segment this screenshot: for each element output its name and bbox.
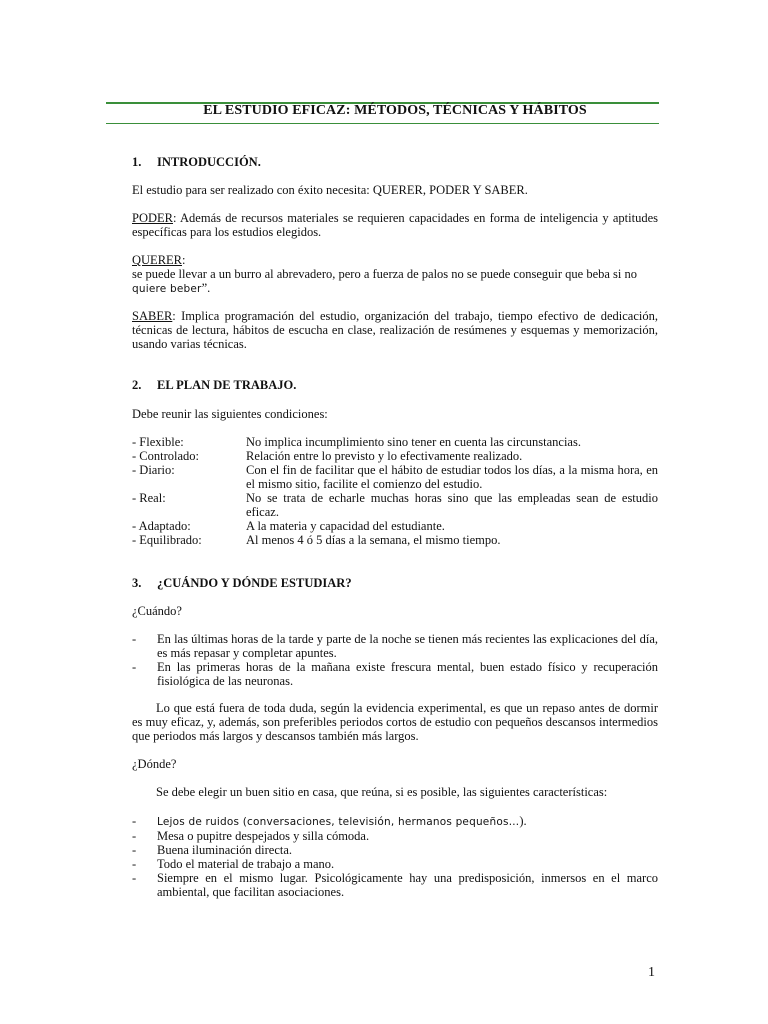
condition-key: - Flexible: [132,435,184,449]
bullet-dash: - [132,660,137,674]
section-2-heading [132,378,658,392]
bullet-dash: - [132,829,137,843]
section-3-number: 3. [132,576,142,590]
querer-term: QUERER [132,253,182,267]
plan-intro: Debe reunir las siguientes condiciones: [132,407,328,421]
bullet-dash: - [132,632,137,646]
document-page [132,0,658,1024]
section-3-heading [132,576,658,590]
section-1-title: INTRODUCCIÓN. [157,155,261,169]
page-number: 1 [648,965,655,980]
intro-paragraph: El estudio para ser realizado con éxito necesita: QUERER, PODER Y SABER. [132,183,528,197]
section-2-title: EL PLAN DE TRABAJO. [157,378,297,392]
condition-key: - Real: [132,491,166,505]
querer-handwritten: quiere beber [132,283,202,295]
conditions-list [132,435,658,547]
saber-term: SABER [132,309,173,323]
list-item-text: En las últimas horas de la tarde y parte de la noche se tienen más recientes las explicaciones del día, es más repasar y completar apuntes. [157,632,658,660]
condition-value: No implica incumplimiento sino tener en cuenta las circunstancias. [246,435,581,449]
list-item-text: Mesa o pupitre despejados y silla cómoda. [157,829,370,843]
bullet-dash: - [132,843,137,857]
list-item-text: Siempre en el mismo lugar. Psicológicamente hay una predisposición, inmersos en el marco ambiental, que facilitan asociaciones. [157,871,658,899]
poder-paragraph [132,211,658,239]
list-item-text: Todo el material de trabajo a mano. [157,857,335,871]
querer-colon: : [182,253,186,267]
list-item [132,857,658,871]
cuando-label: ¿Cuándo? [132,604,182,618]
condition-row [132,435,658,449]
querer-line: se puede llevar a un burro al abrevadero, pero a fuerza de palos no se puede conseguir que beba si no [132,267,637,281]
section-3-title: ¿CUÁNDO Y DÓNDE ESTUDIAR? [157,576,352,590]
list-item [132,871,658,899]
condition-row [132,519,658,533]
list-item [132,814,658,829]
saber-paragraph [132,309,658,351]
poder-term: PODER [132,211,173,225]
donde-first-end: ). [519,814,527,828]
condition-row [132,533,658,547]
bullet-dash: - [132,857,137,871]
condition-row [132,449,658,463]
list-item-text: Buena iluminación directa. [157,843,293,857]
condition-key: - Equilibrado: [132,533,202,547]
list-item [132,843,658,857]
section-1-heading [132,155,658,169]
donde-handwritten: Lejos de ruidos (conversaciones, televisión, hermanos pequeños… [157,816,520,828]
condition-value: Relación entre lo previsto y lo efectivamente realizado. [246,449,523,463]
saber-text: : Implica programación del estudio, organización del trabajo, tiempo efectivo de dedicación, técnicas de lectura, hábitos de escucha en clase, realización de resúmenes y esquemas y memorización, usando varias técnicas. [132,309,658,351]
section-2-number: 2. [132,378,142,392]
condition-row [132,491,658,519]
donde-label: ¿Dónde? [132,757,177,771]
bullet-dash: - [132,814,137,828]
list-item [132,660,658,688]
condition-value: A la materia y capacidad del estudiante. [246,519,445,533]
bullet-dash: - [132,871,137,885]
donde-list [132,814,658,899]
condition-key: - Controlado: [132,449,200,463]
section-1-number: 1. [132,155,142,169]
document-title: EL ESTUDIO EFICAZ: MÉTODOS, TÉCNICAS Y HÁBITOS [203,103,587,118]
condition-value: Con el fin de facilitar que el hábito de estudiar todos los días, a la misma hora, en el mismo sitio, facilite el comienzo del estudio. [246,463,658,491]
cuando-paragraph: Lo que está fuera de toda duda, según la evidencia experimental, es que un repaso antes de dormir es muy eficaz, y, además, son preferibles periodos cortos de estudio con pequeños descansos intermedios que periodos más largos y descansos también más largos. [132,701,658,743]
condition-value: Al menos 4 ó 5 días a la semana, el mismo tiempo. [246,533,501,547]
list-item-text: En las primeras horas de la mañana existe frescura mental, buen estado físico y recuperación fisiológica de las neuronas. [157,660,658,688]
condition-value: No se trata de echarle muchas horas sino que las empleadas sean de estudio eficaz. [246,491,658,519]
condition-key: - Adaptado: [132,519,191,533]
list-item [132,632,658,660]
list-item [132,829,658,843]
condition-row [132,463,658,491]
querer-paragraph [132,253,658,296]
cuando-list [132,632,658,688]
condition-key: - Diario: [132,463,175,477]
querer-end: ”. [201,281,211,295]
donde-intro: Se debe elegir un buen sitio en casa, que reúna, si es posible, las siguientes características: [156,785,608,799]
poder-text: : Además de recursos materiales se requieren capacidades en forma de inteligencia y aptitudes específicas para los estudios elegidos. [132,211,658,239]
